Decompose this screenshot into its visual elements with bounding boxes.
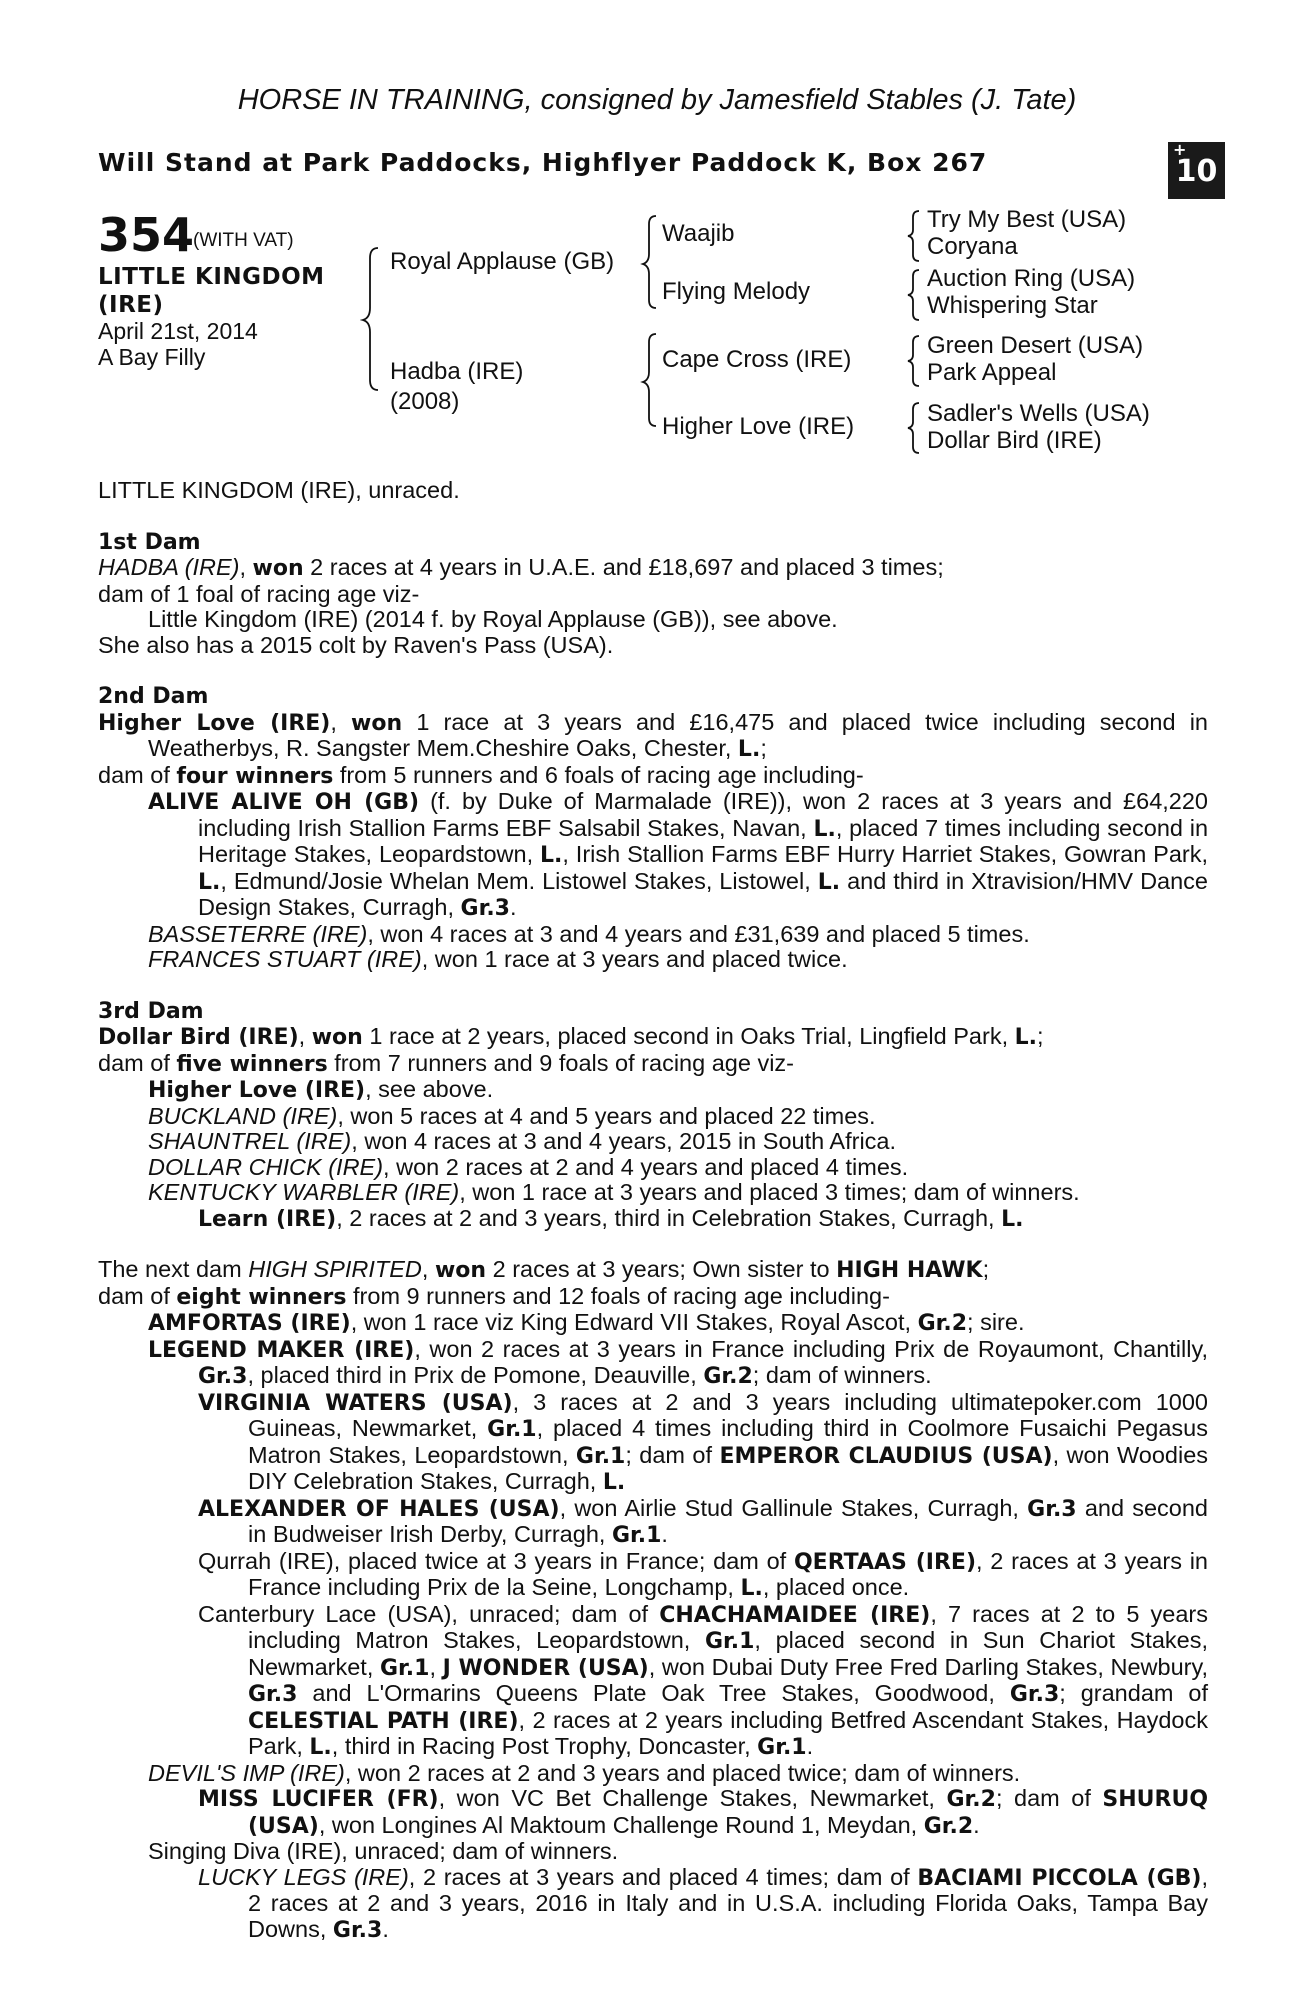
learn-record: Learn (IRE), 2 races at 2 and 3 years, third in Celebration Stakes, Curragh, L. (198, 1204, 1024, 1232)
pedigree-gg-6: Park Appeal (927, 359, 1057, 386)
miss-lucifer-record: MISS LUCIFER (FR), won VC Bet Challenge Stakes, Newmarket, Gr.2; dam of SHURUQ (USA), won Longines Al Maktoum Challenge Round 1, Meydan, Gr.2. (198, 1785, 1209, 1839)
basseterre-record: BASSETERRE (IRE), won 4 races at 3 and 4 years and £31,639 and placed 5 times. (148, 920, 1030, 947)
alive-alive-oh-record: ALIVE ALIVE OH (GB) (f. by Duke of Marmalade (IRE)), won 2 races at 3 years and £64,220 including Irish Stallion Farms EBF Salsabil Stakes, Navan, L., placed 7 times including second in Heritage Stakes, Leopardstown, L., Irish Stallion Farms EBF Hurry Harriet Stakes, Gowran Park, L., Edmund/Josie Whelan Mem. Listowel Stakes, Listowel, L. and third in Xtravision/HMV Dance Design Stakes, Curragh, Gr.3. (148, 788, 1209, 921)
amfortas-record: AMFORTAS (IRE), won 1 race viz King Edward VII Stakes, Royal Ascot, Gr.2; sire. (148, 1309, 1025, 1336)
badge-plus: + (1173, 140, 1187, 159)
higher-love-ref: Higher Love (IRE), see above. (148, 1076, 494, 1103)
singing-diva-record: Singing Diva (IRE), unraced; dam of winners. (148, 1838, 619, 1864)
first-dam-note: She also has a 2015 colt by Raven's Pass (USA). (98, 631, 614, 658)
canterbury-lace-record: Canterbury Lace (USA), unraced; dam of CHACHAMAIDEE (IRE), 7 races at 2 to 5 years including Matron Stakes, Leopardstown, Gr.1, placed second in Sun Chariot Stakes, Newmarket, Gr.1, J WONDER (USA), won Dubai Duty Free Fred Darling Stakes, Newbury, Gr.3 and L'Ormarins Queens Plate Oak Tree Stakes, Goodwood, Gr.3; grandam of CELESTIAL PATH (IRE), 2 races at 2 years including Betfred Ascendant Stakes, Haydock Park, L., third in Racing Post Trophy, Doncaster, Gr.1. (198, 1600, 1209, 1760)
legend-maker-record: LEGEND MAKER (IRE), won 2 races at 3 years in France including Prix de Royaumont, Chantilly, Gr.3, placed third in Prix de Pomone, Deauville, Gr.2; dam of winners. (148, 1335, 1208, 1389)
lot-badge (1168, 142, 1225, 199)
frances-stuart-record: FRANCES STUART (IRE), won 1 race at 3 years and placed twice. (148, 946, 848, 972)
next-dam-record: The next dam HIGH SPIRITED, won 2 races at 3 years; Own sister to HIGH HAWK; (98, 1256, 990, 1283)
pedigree-gg-5: Green Desert (USA) (927, 332, 1144, 359)
dollar-chick-record: DOLLAR CHICK (IRE), won 2 races at 2 and 4 years and placed 4 times. (148, 1153, 909, 1180)
second-dam-heading: 2nd Dam (98, 684, 209, 709)
third-dam-produce: dam of five winners from 7 runners and 9 foals of racing age viz- (98, 1049, 794, 1077)
pedigree-sire: Royal Applause (GB) (390, 248, 615, 275)
horse-name (98, 263, 358, 319)
vat-note: (WITH VAT) (193, 230, 294, 251)
pedigree-gg-1: Try My Best (USA) (927, 206, 1127, 233)
pedigree-gg-8: Dollar Bird (IRE) (927, 427, 1102, 454)
third-dam-heading: 3rd Dam (98, 998, 204, 1024)
page-title: HORSE IN TRAINING, consigned by Jamesfield Stables (J. Tate) (237, 84, 1077, 116)
horse-name-line: LITTLE KINGDOM (98, 264, 325, 290)
shauntrel-record: SHAUNTREL (IRE), won 4 races at 3 and 4 years, 2015 in South Africa. (148, 1128, 897, 1154)
pedigree-gg-4: Whispering Star (927, 292, 1098, 319)
lot-number: 354 (98, 208, 195, 262)
horse-info (98, 318, 258, 370)
lucky-legs-record: LUCKY LEGS (IRE), 2 races at 3 years and placed 4 times; dam of BACIAMI PICCOLA (GB), 2 races at 2 and 3 years, 2016 in Italy and in U.S.A. including Florida Oaks, Tampa Bay Downs, Gr.3. (198, 1863, 1208, 1943)
foaling-date: April 21st, 2014 (98, 318, 258, 344)
first-dam-produce: dam of 1 foal of racing age viz- (98, 580, 420, 607)
kentucky-warbler-record: KENTUCKY WARBLER (IRE), won 1 race at 3 years and placed 3 times; dam of winners. (148, 1179, 1080, 1205)
pedigree-sire-sire: Waajib (662, 220, 735, 247)
first-dam-record: HADBA (IRE), won 2 races at 4 years in U.A.E. and £18,697 and placed 3 times; (98, 554, 944, 581)
badge-value: 10 (1175, 154, 1218, 189)
third-dam-record: Dollar Bird (IRE), won 1 race at 2 years, placed second in Oaks Trial, Lingfield Park, L.; (98, 1023, 1044, 1050)
virginia-waters-record: VIRGINIA WATERS (USA), 3 races at 2 and 3 years including ultimatepoker.com 1000 Guineas, Newmarket, Gr.1, placed 4 times including third in Coolmore Fusaichi Pegasus Matron Stakes, Leopardstown, Gr.1; dam of EMPEROR CLAUDIUS (USA), won Woodies DIY Celebration Stakes, Curragh, L. (198, 1388, 1209, 1495)
stand-location: Will Stand at Park Paddocks, Highflyer Paddock K, Box 267 (98, 148, 988, 177)
pedigree-dam-sire: Cape Cross (IRE) (662, 346, 852, 373)
pedigree-gg-2: Coryana (927, 233, 1018, 260)
first-dam-foal: Little Kingdom (IRE) (2014 f. by Royal Applause (GB)), see above. (148, 606, 838, 632)
buckland-record: BUCKLAND (IRE), won 5 races at 4 and 5 years and placed 22 times. (148, 1102, 876, 1129)
first-dam-heading: 1st Dam (98, 529, 201, 555)
horse-name-suffix: (IRE) (98, 292, 164, 318)
pedigree-gg-3: Auction Ring (USA) (927, 265, 1136, 292)
pedigree-dam-dam: Higher Love (IRE) (662, 413, 855, 440)
pedigree-brackets-g4 (905, 400, 927, 456)
pedigree-dam-year: (2008) (390, 388, 460, 415)
pedigree-sire-dam: Flying Melody (662, 278, 811, 305)
second-dam-produce: dam of four winners from 5 runners and 6 foals of racing age including- (98, 761, 864, 789)
horse-description: A Bay Filly (98, 344, 206, 370)
alexander-of-hales-record: ALEXANDER OF HALES (USA), won Airlie Stud Gallinule Stakes, Curragh, Gr.3 and second in Budweiser Irish Derby, Curragh, Gr.1. (198, 1494, 1208, 1548)
pedigree-gg-7: Sadler's Wells (USA) (927, 400, 1150, 427)
next-dam-produce: dam of eight winners from 9 runners and 12 foals of racing age including- (98, 1282, 890, 1310)
second-dam-record: Higher Love (IRE), won 1 race at 3 years and £16,475 and placed twice including second in Weatherbys, R. Sangster Mem.Cheshire Oaks, Chester, L.; (98, 708, 1209, 762)
pedigree-dam: Hadba (IRE) (390, 358, 524, 385)
pedigree-notes (98, 478, 1208, 1943)
pedigree-brackets-g3 (905, 333, 927, 389)
devils-imp-record: DEVIL'S IMP (IRE), won 2 races at 2 and 3 years and placed twice; dam of winners. (148, 1759, 1021, 1786)
pedigree-brackets-g2 (905, 267, 927, 323)
unraced-line: LITTLE KINGDOM (IRE), unraced. (98, 477, 460, 503)
qurrah-record: Qurrah (IRE), placed twice at 3 years in France; dam of QERTAAS (IRE), 2 races at 3 years in France including Prix de la Seine, Longchamp, L., placed once. (198, 1547, 1208, 1601)
pedigree-brackets-g1 (905, 208, 927, 264)
